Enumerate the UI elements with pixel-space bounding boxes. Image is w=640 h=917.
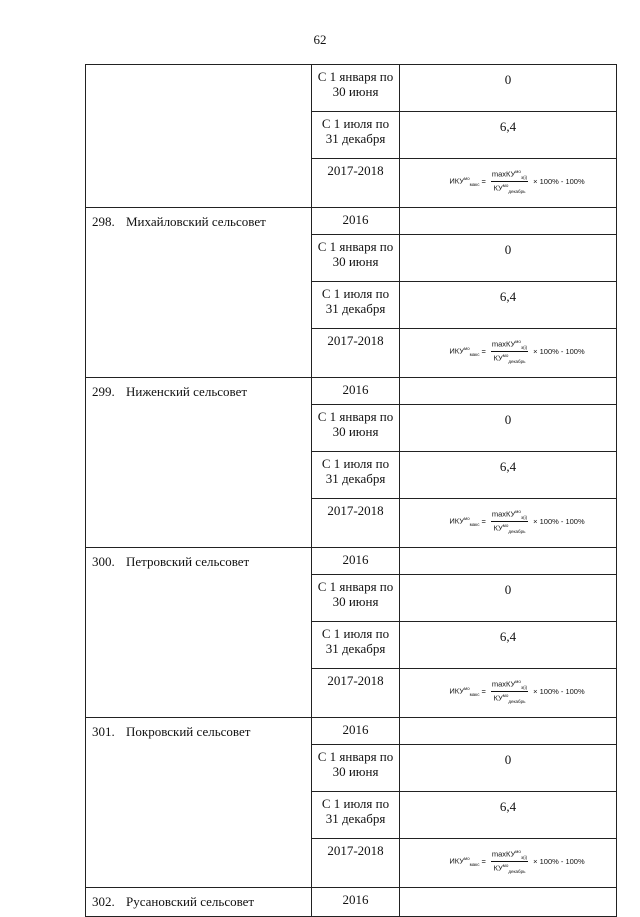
formula-num-base: maxКУ (491, 679, 516, 688)
period-line-2: 30 июня (332, 84, 379, 99)
formula-equals: = (481, 176, 486, 186)
period-line-1: С 1 июля по (321, 286, 390, 301)
max-index-formula (449, 849, 586, 874)
municipality-cell (86, 208, 312, 378)
formula-equals: = (481, 346, 486, 356)
period-line-1: С 1 января по (317, 239, 394, 254)
municipality-cell (86, 548, 312, 718)
row-number: 300. (92, 554, 115, 569)
year-row (86, 208, 617, 235)
year-row (86, 378, 617, 405)
formula-denominator (494, 862, 526, 874)
formula-denominator (494, 182, 526, 194)
empty-value-cell (400, 718, 617, 745)
formula-lhs-sup: мо (463, 175, 470, 181)
formula-tail: × 100% - 100% (533, 176, 585, 186)
period-line-2: 30 июня (332, 594, 379, 609)
formula-den-sup: мо (502, 352, 509, 358)
max-index-formula (449, 679, 586, 704)
formula-cell (400, 159, 617, 208)
years-cell (312, 499, 400, 548)
formula-num-base: maxКУ (491, 339, 516, 348)
year-2016: 2016 (342, 722, 369, 737)
formula-denominator (494, 352, 526, 364)
year-cell (312, 208, 400, 235)
period-line-1: С 1 января по (317, 409, 394, 424)
period-line-2: 30 июня (332, 764, 379, 779)
max-index-formula (449, 339, 586, 364)
year-2016: 2016 (342, 212, 369, 227)
row-number: 298. (92, 214, 115, 229)
year-row (86, 888, 617, 917)
formula-numerator (491, 339, 528, 352)
empty-value-cell (400, 548, 617, 575)
formula-lhs-sup: мо (463, 685, 470, 691)
years-2017-2018: 2017-2018 (327, 333, 384, 348)
formula-fraction (491, 679, 528, 704)
period-line-1: С 1 января по (317, 749, 394, 764)
value-first-half: 0 (504, 72, 512, 87)
formula-den-sub: декабрь (508, 868, 526, 874)
formula-lhs-sub: макс (469, 181, 480, 187)
formula-lhs-sub: макс (469, 351, 480, 357)
municipality-name: Покровский сельсовет (126, 724, 251, 739)
formula-num-sup: мо (515, 678, 521, 684)
value-cell (400, 65, 617, 112)
period-cell (312, 282, 400, 329)
formula-den-sup: мо (502, 692, 509, 698)
period-line-1: С 1 июля по (321, 626, 390, 641)
formula-lhs (449, 686, 479, 697)
formula-equals: = (481, 516, 486, 526)
period-cell (312, 65, 400, 112)
max-index-formula (449, 509, 586, 534)
formula-wrap (400, 329, 616, 373)
formula-den-sup: мо (502, 862, 509, 868)
years-cell (312, 329, 400, 378)
formula-den-sup: мо (502, 522, 509, 528)
formula-lhs-base: ИКУ (449, 686, 464, 695)
municipality-name: Михайловский сельсовет (126, 214, 266, 229)
year-cell (312, 548, 400, 575)
period-line-2: 31 декабря (325, 471, 386, 486)
formula-lhs-sub: макс (469, 521, 480, 527)
formula-denominator (494, 522, 526, 534)
formula-lhs-sup: мо (463, 345, 470, 351)
year-2016: 2016 (342, 892, 369, 907)
municipality-name: Русановский сельсовет (126, 894, 255, 909)
period-cell (312, 745, 400, 792)
value-cell (400, 745, 617, 792)
formula-den-base: КУ (493, 353, 503, 362)
formula-lhs-base: ИКУ (449, 516, 464, 525)
formula-cell (400, 839, 617, 888)
formula-den-base: КУ (493, 693, 503, 702)
year-row (86, 548, 617, 575)
formula-num-sup: мо (515, 848, 521, 854)
formula-lhs-base: ИКУ (449, 176, 464, 185)
period-line-2: 31 декабря (325, 641, 386, 656)
formula-num-sub: э(i) (520, 514, 528, 520)
first-half-row (86, 65, 617, 112)
formula-wrap (400, 669, 616, 713)
value-second-half: 6,4 (499, 289, 517, 304)
period-cell (312, 575, 400, 622)
formula-den-base: КУ (493, 183, 503, 192)
period-line-2: 31 декабря (325, 811, 386, 826)
empty-value-cell (400, 378, 617, 405)
value-cell (400, 452, 617, 499)
formula-lhs-sub: макс (469, 691, 480, 697)
empty-value-cell (400, 888, 617, 917)
municipality-cell (86, 378, 312, 548)
period-cell (312, 235, 400, 282)
municipality-cell (86, 65, 312, 208)
formula-num-sub: э(i) (520, 174, 528, 180)
period-line-1: С 1 июля по (321, 116, 390, 131)
period-line-1: С 1 января по (317, 69, 394, 84)
years-cell (312, 839, 400, 888)
row-number: 301. (92, 724, 115, 739)
value-cell (400, 405, 617, 452)
formula-lhs (449, 856, 479, 867)
municipality-name: Петровский сельсовет (126, 554, 250, 569)
formula-numerator (491, 169, 528, 182)
value-second-half: 6,4 (499, 799, 517, 814)
period-line-2: 31 декабря (325, 301, 386, 316)
years-2017-2018: 2017-2018 (327, 503, 384, 518)
formula-tail: × 100% - 100% (533, 346, 585, 356)
row-number: 302. (92, 894, 115, 909)
formula-equals: = (481, 686, 486, 696)
formula-den-sub: декабрь (508, 698, 526, 704)
year-2016: 2016 (342, 382, 369, 397)
formula-numerator (491, 509, 528, 522)
value-second-half: 6,4 (499, 629, 517, 644)
formula-num-sub: э(i) (520, 344, 528, 350)
value-second-half: 6,4 (499, 119, 517, 134)
formula-cell (400, 499, 617, 548)
period-cell (312, 452, 400, 499)
formula-num-sup: мо (515, 168, 521, 174)
years-cell (312, 669, 400, 718)
period-line-1: С 1 июля по (321, 796, 390, 811)
period-cell (312, 792, 400, 839)
formula-den-sub: декабрь (508, 188, 526, 194)
formula-wrap (400, 499, 616, 543)
formula-num-sup: мо (515, 508, 521, 514)
formula-fraction (491, 169, 528, 194)
formula-fraction (491, 339, 528, 364)
value-first-half: 0 (504, 242, 512, 257)
formula-lhs-sup: мо (463, 855, 470, 861)
formula-denominator (494, 692, 526, 704)
formula-lhs-base: ИКУ (449, 346, 464, 355)
years-cell (312, 159, 400, 208)
formula-den-sub: декабрь (508, 528, 526, 534)
period-cell (312, 622, 400, 669)
period-cell (312, 112, 400, 159)
value-first-half: 0 (504, 752, 512, 767)
formula-tail: × 100% - 100% (533, 516, 585, 526)
value-first-half: 0 (504, 412, 512, 427)
formula-wrap (400, 159, 616, 203)
formula-den-base: КУ (493, 863, 503, 872)
value-cell (400, 112, 617, 159)
value-cell (400, 575, 617, 622)
formula-tail: × 100% - 100% (533, 686, 585, 696)
tariff-table (85, 64, 617, 917)
empty-value-cell (400, 208, 617, 235)
value-second-half: 6,4 (499, 459, 517, 474)
formula-num-sub: э(i) (520, 854, 528, 860)
row-number: 299. (92, 384, 115, 399)
period-line-2: 30 июня (332, 254, 379, 269)
year-cell (312, 378, 400, 405)
period-cell (312, 405, 400, 452)
formula-num-base: maxКУ (491, 509, 516, 518)
years-2017-2018: 2017-2018 (327, 673, 384, 688)
value-first-half: 0 (504, 582, 512, 597)
formula-lhs (449, 516, 479, 527)
years-2017-2018: 2017-2018 (327, 843, 384, 858)
value-cell (400, 622, 617, 669)
formula-num-sub: э(i) (520, 684, 528, 690)
formula-wrap (400, 839, 616, 883)
max-index-formula (449, 169, 586, 194)
formula-den-sup: мо (502, 182, 509, 188)
formula-numerator (491, 849, 528, 862)
formula-den-base: КУ (493, 523, 503, 532)
years-2017-2018: 2017-2018 (327, 163, 384, 178)
period-line-2: 30 июня (332, 424, 379, 439)
year-cell (312, 718, 400, 745)
formula-num-sup: мо (515, 338, 521, 344)
year-cell (312, 888, 400, 917)
formula-equals: = (481, 856, 486, 866)
formula-den-sub: декабрь (508, 358, 526, 364)
formula-cell (400, 669, 617, 718)
year-row (86, 718, 617, 745)
formula-numerator (491, 679, 528, 692)
value-cell (400, 792, 617, 839)
formula-lhs-sub: макс (469, 861, 480, 867)
year-2016: 2016 (342, 552, 369, 567)
period-line-1: С 1 января по (317, 579, 394, 594)
period-line-2: 31 декабря (325, 131, 386, 146)
municipality-cell (86, 718, 312, 888)
municipality-name: Ниженский сельсовет (126, 384, 248, 399)
value-cell (400, 282, 617, 329)
page-number: 62 (313, 32, 327, 47)
formula-num-base: maxКУ (491, 169, 516, 178)
formula-lhs (449, 176, 479, 187)
municipality-cell (86, 888, 312, 917)
formula-fraction (491, 849, 528, 874)
period-line-1: С 1 июля по (321, 456, 390, 471)
value-cell (400, 235, 617, 282)
formula-lhs-base: ИКУ (449, 856, 464, 865)
formula-cell (400, 329, 617, 378)
formula-fraction (491, 509, 528, 534)
formula-tail: × 100% - 100% (533, 856, 585, 866)
formula-lhs (449, 346, 479, 357)
formula-lhs-sup: мо (463, 515, 470, 521)
formula-num-base: maxКУ (491, 849, 516, 858)
